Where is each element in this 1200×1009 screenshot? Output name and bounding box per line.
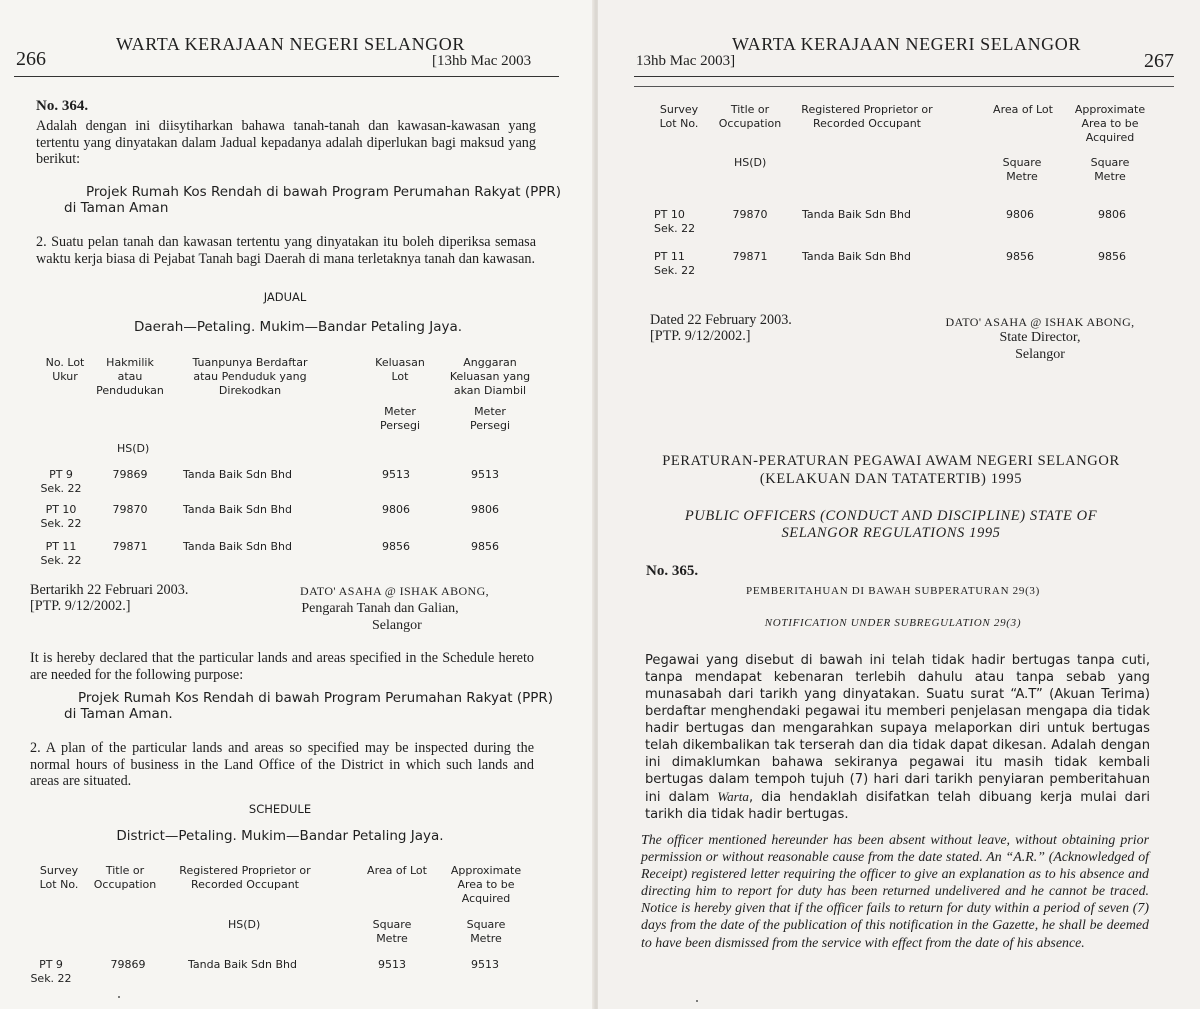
lot-cell: PT 9 Sek. 22 [40,468,82,495]
column-header: No. Lot Ukur [45,356,85,383]
title-cell: 79869 [112,468,148,481]
column-header: Area of Lot [367,864,427,877]
page-number: 266 [16,48,46,70]
reference-line: [PTP. 9/12/2002.] [30,598,131,614]
area-cell: 9806 [1006,208,1034,221]
print-speck [118,996,120,998]
purpose-line: Projek Rumah Kos Rendah di bawah Program Perumahan Rakyat (PPR) [86,184,562,200]
lot-cell: PT 11 Sek. 22 [654,250,696,277]
acquired-cell: 9806 [1098,208,1126,221]
column-header: Anggaran Keluasan yang akan Diambil [449,356,531,397]
signatory-name: DATO' ASAHA @ ISHAK ABONG, [300,584,490,598]
owner-cell: Tanda Baik Sdn Bhd [183,540,292,553]
issue-date: 13hb Mac 2003] [636,53,736,69]
running-head: WARTA KERAJAAN NEGERI SELANGOR [116,34,465,54]
column-header: Title or Occupation [718,103,782,130]
header-rule [14,76,559,77]
column-header: Registered Proprietor or Recorded Occupant [801,103,933,130]
inspection-paragraph: 2. Suatu pelan tanah dan kawasan tertentu yang dinyatakan itu boleh diperiksa semasa waktu kerja biasa di Pejabat Tanah bagi Daerah di mana terletaknya tanah dan kawasan. [36,234,536,267]
notice-heading-english: NOTIFICATION UNDER SUBREGULATION 29(3) [764,617,1022,629]
area-cell: 9513 [382,468,410,481]
column-header: Keluasan Lot [375,356,425,383]
table-top-rule [634,86,1174,87]
area-cell: 9856 [1006,250,1034,263]
signatory-place: Selangor [372,618,422,633]
owner-cell: Tanda Baik Sdn Bhd [802,208,911,221]
right-page [598,0,1200,1009]
signatory-place: Selangor [1015,347,1065,362]
purpose-line: di Taman Aman. [64,706,173,722]
unit-label: Square Metre [466,918,506,945]
column-header: Tuanpunya Berdaftar atau Penduduk yang Direkodkan [192,356,308,397]
notice-paragraph-malay [645,652,1150,823]
acquired-cell: 9513 [471,468,499,481]
owner-cell: Tanda Baik Sdn Bhd [802,250,911,263]
declaration-paragraph: Adalah dengan ini diisytiharkan bahawa tanah-tanah dan kawasan-kawasan yang tertentu yang dinyatakan dalam Jadual kepadanya adalah diperlukan bagi maksud yang berikut: [36,118,536,168]
reference-line: [PTP. 9/12/2002.] [650,328,751,344]
unit-label: Square Metre [372,918,412,945]
issue-date: [13hb Mac 2003 [432,53,532,69]
page-number: 267 [1144,50,1174,72]
notice-heading-malay: PEMBERITAHUAN DI BAWAH SUBPERATURAN 29(3) [746,585,1040,597]
notice-text: Pegawai yang disebut di bawah ini telah tidak hadir bertugas tanpa cuti, tanpa mendapat kebenaran terlebih dahulu atau tanpa sebab yang munasabah dari tarikh yang dinyatakan. Suatu surat “A.T” (Akuan Terima) berdaftar menghendaki pegawai itu memberi penjelasan mengapa dia tidak hadir bertugas dan mengarahkan supaya melaporkan diri untuk bertugas telah dikembalikan tak terserah dan dia tidak dapat dikesan. Adalah dengan ini dimaklumkan bahawa sekiranya pegawai itu masih tidak kembali bertugas dalam tempoh tujuh (7) hari dari tarikh penyiaran pemberitahuan ini dalam [645,653,1150,805]
column-header: Hakmilik atau Pendudukan [96,356,164,397]
subheader: HS(D) [228,918,261,931]
header-rule [634,76,1174,77]
english-inspection-paragraph: 2. A plan of the particular lands and areas so specified may be inspected during the normal hours of business in the Land Office of the District in which such lands and areas are situated. [30,740,534,790]
unit-label: Square Metre [1090,156,1130,183]
signatory-name: DATO' ASAHA @ ISHAK ABONG, [945,315,1135,329]
regulation-title-english: PUBLIC OFFICERS (CONDUCT AND DISCIPLINE) STATE OF [684,508,1098,524]
unit-label: Meter Persegi [379,405,421,432]
lot-cell: PT 9 Sek. 22 [30,958,72,985]
acquired-cell: 9856 [1098,250,1126,263]
area-cell: 9856 [382,540,410,553]
regulation-title-malay: (KELAKUAN DAN TATATERTIB) 1995 [759,471,1023,487]
subheader: HS(D) [117,442,150,455]
left-page [0,0,594,1009]
title-cell: 79871 [112,540,148,553]
unit-label: Meter Persegi [469,405,511,432]
district-line: Daerah—Petaling. Mukim—Bandar Petaling Jaya. [133,319,463,335]
title-cell: 79869 [110,958,146,971]
notice-text: , dia hendaklah disifatkan telah dibuang kerja mulai dari tarikh dia tidak hadir bertugas. [645,790,1150,822]
column-header: Survey Lot No. [39,864,79,891]
subheader: HS(D) [734,156,767,169]
area-cell: 9513 [378,958,406,971]
acquired-cell: 9513 [471,958,499,971]
lot-cell: PT 11 Sek. 22 [40,540,82,567]
unit-label: Square Metre [1002,156,1042,183]
signatory-title: Pengarah Tanah dan Galian, [301,601,459,616]
notice-paragraph-english: The officer mentioned hereunder has been absent without leave, without obtaining prior permission or without reasonable cause from the date stated. An “A.R.” (Acknowledged of Receipt) registered letter requiring the officer to give an explanation as to his absence and directing him to report for duty has been returned undelivered and he cannot be traced. Notice is hereby given that if the officer fails to return for duty within a period of seven (7) days from the date of the publication of this notification in the Gazette, he shall be deemed to have been dismissed from the service with effect from the date of his absence. [641,833,1149,951]
owner-cell: Tanda Baik Sdn Bhd [188,958,297,971]
lot-cell: PT 10 Sek. 22 [654,208,696,235]
title-cell: 79870 [112,503,148,516]
english-declaration-paragraph: It is hereby declared that the particular lands and areas specified in the Schedule hereto are needed for the following purpose: [30,650,534,683]
notice-number: No. 365. [646,563,699,579]
acquired-cell: 9856 [471,540,499,553]
regulation-title-malay: PERATURAN-PERATURAN PEGAWAI AWAM NEGERI SELANGOR [662,453,1120,469]
column-header: Approximate Area to be Acquired [1074,103,1146,144]
dated-line: Bertarikh 22 Februari 2003. [30,582,189,598]
column-header: Title or Occupation [93,864,157,891]
notice-number: No. 364. [36,98,89,114]
column-header: Approximate Area to be Acquired [450,864,522,905]
owner-cell: Tanda Baik Sdn Bhd [183,503,292,516]
owner-cell: Tanda Baik Sdn Bhd [183,468,292,481]
purpose-line: Projek Rumah Kos Rendah di bawah Program Perumahan Rakyat (PPR) [78,690,554,706]
schedule-title: SCHEDULE [248,802,312,816]
purpose-line: di Taman Aman [64,200,169,216]
running-head: WARTA KERAJAAN NEGERI SELANGOR [732,34,1081,54]
dated-line: Dated 22 February 2003. [650,312,792,328]
area-cell: 9806 [382,503,410,516]
schedule-title: JADUAL [263,290,307,304]
column-header: Survey Lot No. [659,103,699,130]
title-cell: 79870 [732,208,768,221]
district-line: District—Petaling. Mukim—Bandar Petaling Jaya. [116,828,444,844]
regulation-title-english: SELANGOR REGULATIONS 1995 [781,525,1001,541]
column-header: Registered Proprietor or Recorded Occupant [179,864,311,891]
signatory-title: State Director, [999,330,1081,345]
lot-cell: PT 10 Sek. 22 [40,503,82,530]
column-header: Area of Lot [993,103,1053,116]
acquired-cell: 9806 [471,503,499,516]
notice-text-italic: Warta [717,789,749,804]
title-cell: 79871 [732,250,768,263]
print-speck [696,1000,698,1002]
